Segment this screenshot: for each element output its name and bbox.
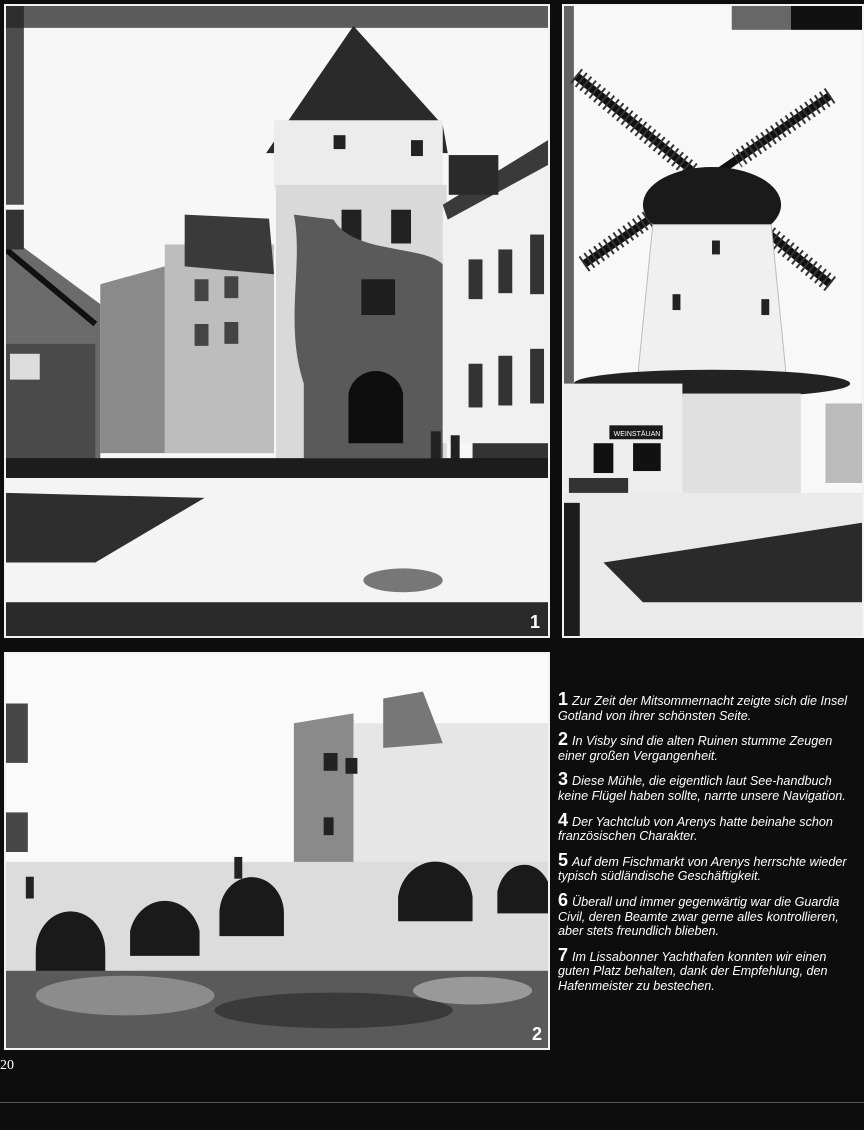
caption-text: Auf dem Fischmarkt von Arenys herrschte wieder typisch südländische Geschäftigkeit. (558, 854, 847, 884)
caption-2 (558, 729, 848, 763)
windmill-sign-text: WEINSTÄUAN (613, 431, 661, 438)
photo-windmill (562, 4, 864, 638)
caption-text: Diese Mühle, die eigentlich laut See-handbuch keine Flügel haben sollte, narrte unsere Navigation. (558, 774, 846, 803)
caption-text: Überall und immer gegenwärtig war die Guardia Civil, deren Beamte zwar gerne alles kontrollieren, aber stets freundlich blieben. (558, 894, 840, 939)
caption-7 (558, 944, 848, 994)
caption-number: 6 (558, 889, 569, 910)
caption-number: 3 (558, 769, 569, 790)
caption-list (558, 689, 848, 1003)
bottom-divider (0, 1102, 864, 1103)
photo-number-2: 2 (531, 1024, 542, 1044)
caption-text: Im Lissabonner Yachthafen konnten wir einen guten Platz behalten, dank der Empfehlung, den Hafenmeister zu bestechen. (558, 949, 828, 993)
caption-6 (558, 889, 848, 939)
ruins-illustration (6, 654, 548, 1048)
caption-text: In Visby sind die alten Ruinen stumme Zeugen einer großen Vergangenheit. (558, 734, 833, 763)
caption-5 (558, 849, 848, 884)
caption-3 (558, 769, 848, 803)
caption-number: 2 (558, 729, 569, 750)
page-number: 20 (0, 1058, 14, 1073)
photo-town-square (4, 4, 550, 638)
caption-1 (558, 689, 848, 723)
photo-visby-ruins (4, 652, 550, 1050)
caption-text: Zur Zeit der Mitsommernacht zeigte sich die Insel Gotland von ihrer schönsten Seite. (558, 694, 848, 723)
caption-text: Der Yachtclub von Arenys hatte beinahe schon französischen Charakter. (558, 814, 833, 844)
photo-number-1: 1 (529, 612, 540, 632)
caption-number: 5 (558, 849, 569, 870)
caption-number: 1 (558, 689, 569, 709)
windmill-illustration (564, 6, 862, 636)
caption-number: 4 (558, 809, 569, 830)
caption-number: 7 (558, 944, 569, 965)
caption-4 (558, 809, 848, 844)
town-square-illustration (6, 6, 548, 636)
